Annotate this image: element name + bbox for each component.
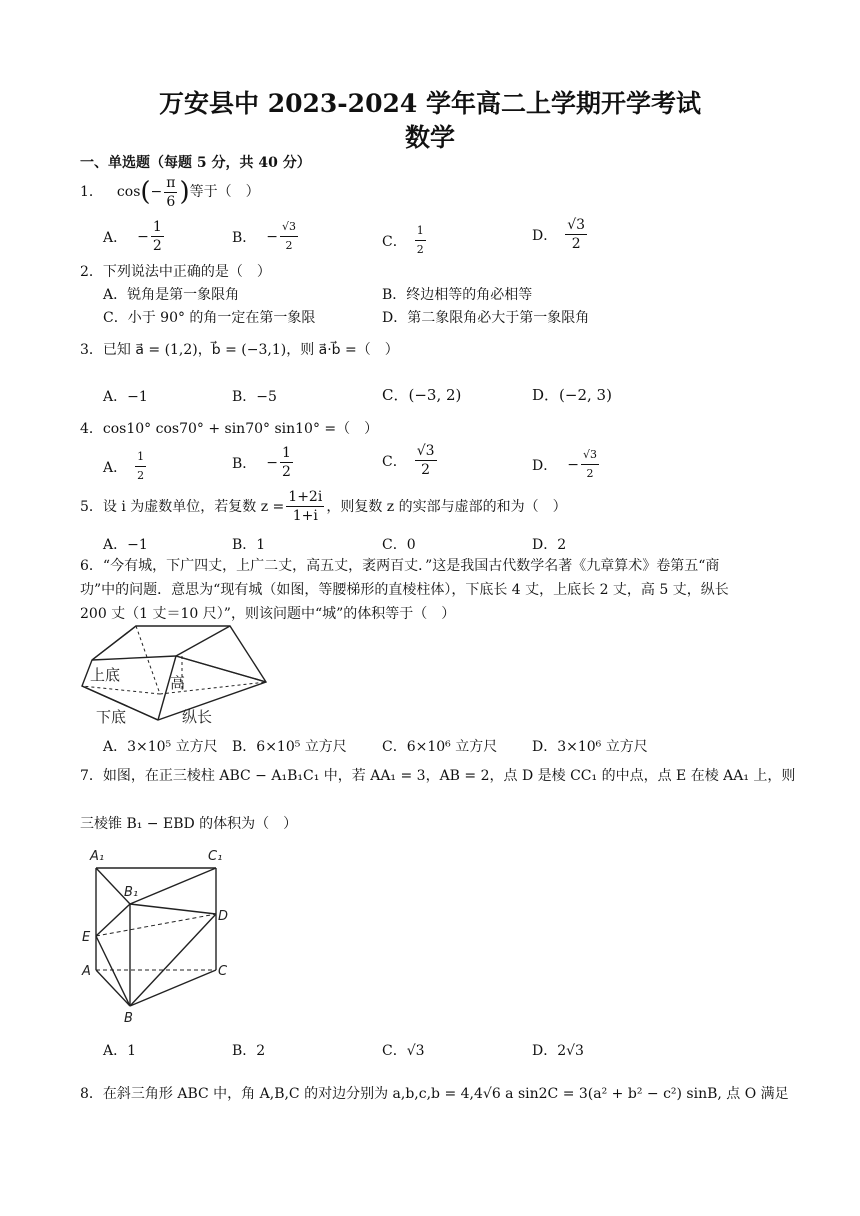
fig-label-c: C	[218, 964, 228, 979]
q6-option-c: C．6×10⁶ 立方尺	[382, 739, 498, 755]
q2-option-b: B．终边相等的角必相等	[382, 287, 533, 303]
question-5: 5．设 i 为虚数单位，若复数 z = $\frac{1+2i}{1+i}$ ，则复数 z 的实部与虚部的和为（ ）	[80, 489, 567, 524]
q2-option-a: A．锐角是第一象限角	[103, 287, 240, 303]
q7-option-b: B．2	[232, 1043, 266, 1059]
q1-func: cos	[116, 184, 141, 200]
q1-option-c: C． $\frac{1}{2}$	[382, 224, 424, 256]
q1-option-a: A． − $\frac{1}{2}$	[103, 219, 162, 254]
q5-option-a: A．−1	[103, 537, 148, 553]
q1-suffix: 等于（ ）	[189, 184, 260, 200]
fig-label-length: 纵长	[182, 708, 213, 726]
q1-number: 1．	[80, 184, 103, 200]
q1-option-b: B． − $\frac{√3}{2}$	[232, 220, 297, 252]
q7-option-c: C．√3	[382, 1043, 425, 1059]
q4-option-b: B． − $\frac{1}{2}$	[232, 445, 291, 480]
q1-neg: −	[150, 184, 163, 200]
fig-label-e: E	[82, 930, 91, 945]
question-8-line-1: 8．在斜三角形 ABC 中，角 A,B,C 的对边分别为 a,b,c,b = 4,4√6 a sin2C = 3(a² + b² − c²) sinB, 点 O 满足	[80, 1086, 789, 1102]
fig-label-height: 高	[170, 674, 186, 692]
question-1: 1． cos ( − $\frac{\pi}{6}$ ) 等于（ ）	[80, 174, 260, 210]
fig-label-a1: A₁	[90, 849, 105, 864]
city-prism-figure	[80, 622, 270, 730]
q1-fraction: $\frac{\pi}{6}$	[166, 174, 176, 210]
question-7-line-2: 三棱锥 B₁ − EBD 的体积为（ ）	[80, 816, 298, 832]
q7-option-d: D．2√3	[532, 1043, 584, 1059]
fig-label-c1: C₁	[208, 849, 223, 864]
triangular-prism-figure	[80, 844, 240, 1030]
q4-option-a: A． $\frac{1}{2}$	[103, 450, 145, 482]
q3-option-d: D．(−2, 3)	[532, 386, 612, 404]
fig-label-bottom: 下底	[96, 708, 127, 726]
q7-option-a: A．1	[103, 1043, 137, 1059]
q4-option-d: D． − $\frac{√3}{2}$	[532, 448, 597, 480]
question-3: 3．已知 a⃗ = (1,2)，b⃗ = (−3,1)，则 a⃗·b⃗ =（ ）	[80, 342, 399, 358]
fig-label-a: A	[82, 964, 91, 979]
exam-title: 万安县中 2023-2024 学年高二上学期开学考试	[159, 89, 701, 118]
fig-label-top: 上底	[90, 666, 121, 684]
question-4: 4．cos10° cos70° + sin70° sin10° =（ ）	[80, 421, 379, 437]
exam-subject: 数学	[404, 123, 455, 152]
fig-label-b: B	[124, 1011, 133, 1026]
question-6-line-2: 功”中的问题．意思为“现有城（如图，等腰梯形的直棱柱体），下底长 4 丈，上底长 2 丈，高 5 丈，纵长	[80, 582, 729, 598]
q3-option-b: B．−5	[232, 389, 277, 405]
q2-option-d: D．第二象限角必大于第一象限角	[382, 310, 590, 326]
question-7-line-1: 7．如图，在正三棱柱 ABC − A₁B₁C₁ 中，若 AA₁ = 3，AB = 2，点 D 是棱 CC₁ 的中点，点 E 在棱 AA₁ 上，则	[80, 768, 796, 784]
q6-option-a: A．3×10⁵ 立方尺	[103, 739, 218, 755]
fig-label-d: D	[218, 909, 229, 924]
q3-option-a: A．−1	[103, 389, 148, 405]
q5-option-b: B．1	[232, 537, 266, 553]
fig-label-b1: B₁	[124, 885, 139, 900]
q4-option-c: C． $\frac{√3}{2}$	[382, 443, 435, 478]
q6-option-d: D．3×10⁶ 立方尺	[532, 739, 648, 755]
q2-option-c: C．小于 90° 的角一定在第一象限	[103, 310, 316, 326]
q5-option-d: D．2	[532, 537, 567, 553]
section-heading: 一、单选题（每题 5 分，共 40 分）	[80, 155, 311, 171]
question-6-line-1: 6．“今有城，下广四丈，上广二丈，高五丈，袤两百丈．”这是我国古代数学名著《九章算术》卷第五“商	[80, 558, 720, 574]
question-2: 2．下列说法中正确的是（ ）	[80, 264, 271, 280]
q3-option-c: C．(−3, 2)	[382, 386, 462, 404]
question-6-line-3: 200 丈（1 丈＝10 尺）”，则该问题中“城”的体积等于（ ）	[80, 606, 456, 622]
q5-option-c: C．0	[382, 537, 416, 553]
q1-option-d: D． $\frac{√3}{2}$	[532, 217, 586, 252]
q6-option-b: B．6×10⁵ 立方尺	[232, 739, 347, 755]
